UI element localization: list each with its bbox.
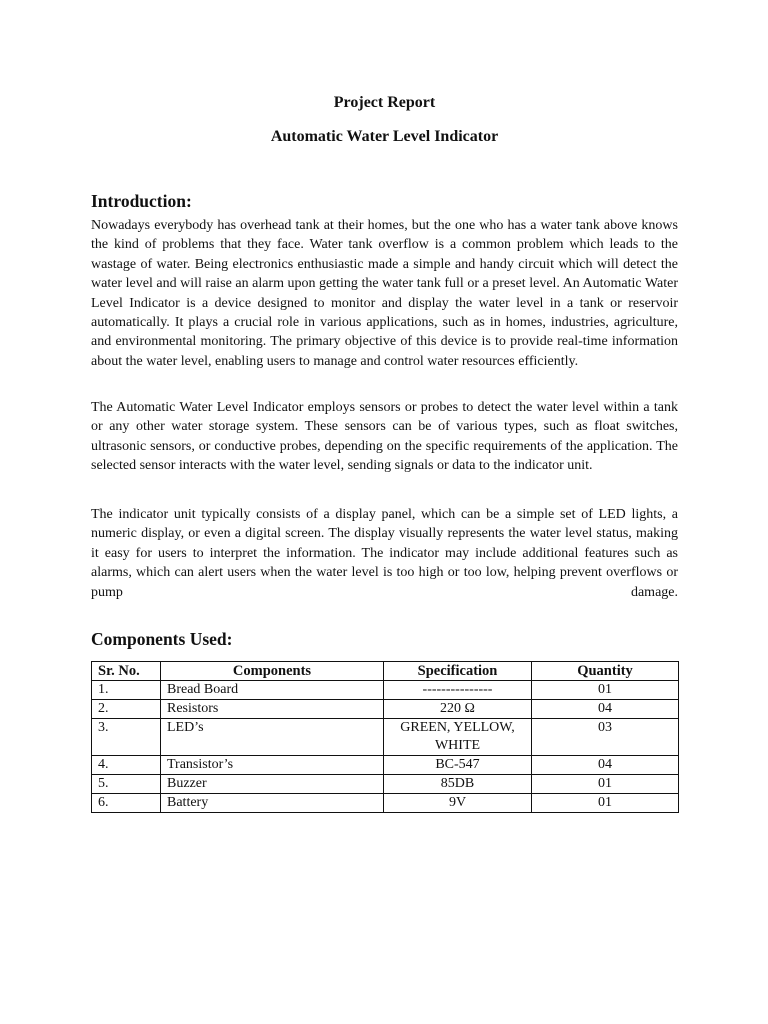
intro-paragraph-3: The indicator unit typically consists of a display panel, which can be a simple set of LED lights, a numeric display, or even a digital screen. The display visually represents the water level status, making it easy for users to interpret the information. The indicator may include additional features such as alarms, which can alert users when the water level is too high or too low, helping prevent overflows or pump damage. [91, 507, 678, 600]
cell-sr-no: 4. [92, 756, 161, 775]
cell-sr-no: 2. [92, 700, 161, 719]
header-sr-no: Sr. No. [92, 662, 161, 681]
cell-sr-no: 6. [92, 794, 161, 813]
components-table [91, 661, 679, 813]
table-row [92, 681, 679, 700]
cell-quantity: 01 [532, 681, 679, 700]
cell-quantity: 04 [532, 700, 679, 719]
table-row [92, 700, 679, 719]
cell-component: Resistors [161, 700, 384, 719]
table-row [92, 756, 679, 775]
cell-sr-no: 5. [92, 775, 161, 794]
introduction-heading: Introduction: [91, 191, 192, 211]
components-heading: Components Used: [91, 629, 233, 649]
cell-specification: BC-547 [384, 756, 532, 775]
intro-paragraph-2: The Automatic Water Level Indicator employs sensors or probes to detect the water level within a tank or any other water storage system. These sensors can be of various types, such as float switches, ultrasonic sensors, or conductive probes, depending on the specific requirements of the application. The selected sensor interacts with the water level, sending signals or data to the indicator unit. [91, 400, 678, 474]
cell-component: LED’s [161, 719, 384, 756]
cell-specification: 85DB [384, 775, 532, 794]
header-components: Components [161, 662, 384, 681]
report-title: Project Report [333, 94, 436, 111]
cell-component: Bread Board [161, 681, 384, 700]
report-subtitle: Automatic Water Level Indicator [270, 128, 499, 145]
cell-quantity: 01 [532, 775, 679, 794]
cell-sr-no: 1. [92, 681, 161, 700]
table-row [92, 775, 679, 794]
cell-component: Buzzer [161, 775, 384, 794]
cell-specification: 220 Ω [384, 700, 532, 719]
cell-component: Transistor’s [161, 756, 384, 775]
cell-quantity: 03 [532, 719, 679, 756]
header-quantity: Quantity [532, 662, 679, 681]
cell-specification: --------------- [384, 681, 532, 700]
cell-sr-no: 3. [92, 719, 161, 756]
table-row [92, 794, 679, 813]
cell-specification: 9V [384, 794, 532, 813]
cell-specification: GREEN, YELLOW, WHITE [384, 719, 532, 756]
cell-quantity: 04 [532, 756, 679, 775]
intro-paragraph-1: Nowadays everybody has overhead tank at their homes, but the one who has a water tank above knows the kind of problems that they face. Water tank overflow is a common problem which leads to the wastage of water. Being electronics enthusiastic made a simple and handy circuit which will detect the water level and will raise an alarm upon getting the water tank full or a preset level. An Automatic Water Level Indicator is a device designed to monitor and display the water level in a tank or reservoir automatically. It plays a crucial role in various applications, such as in homes, industries, agriculture, and environmental monitoring. The primary objective of this device is to provide real-time information about the water level, enabling users to manage and control water resources efficiently. [91, 218, 678, 369]
cell-quantity: 01 [532, 794, 679, 813]
header-specification: Specification [384, 662, 532, 681]
table-header-row [92, 662, 679, 681]
table-row [92, 719, 679, 756]
cell-component: Battery [161, 794, 384, 813]
